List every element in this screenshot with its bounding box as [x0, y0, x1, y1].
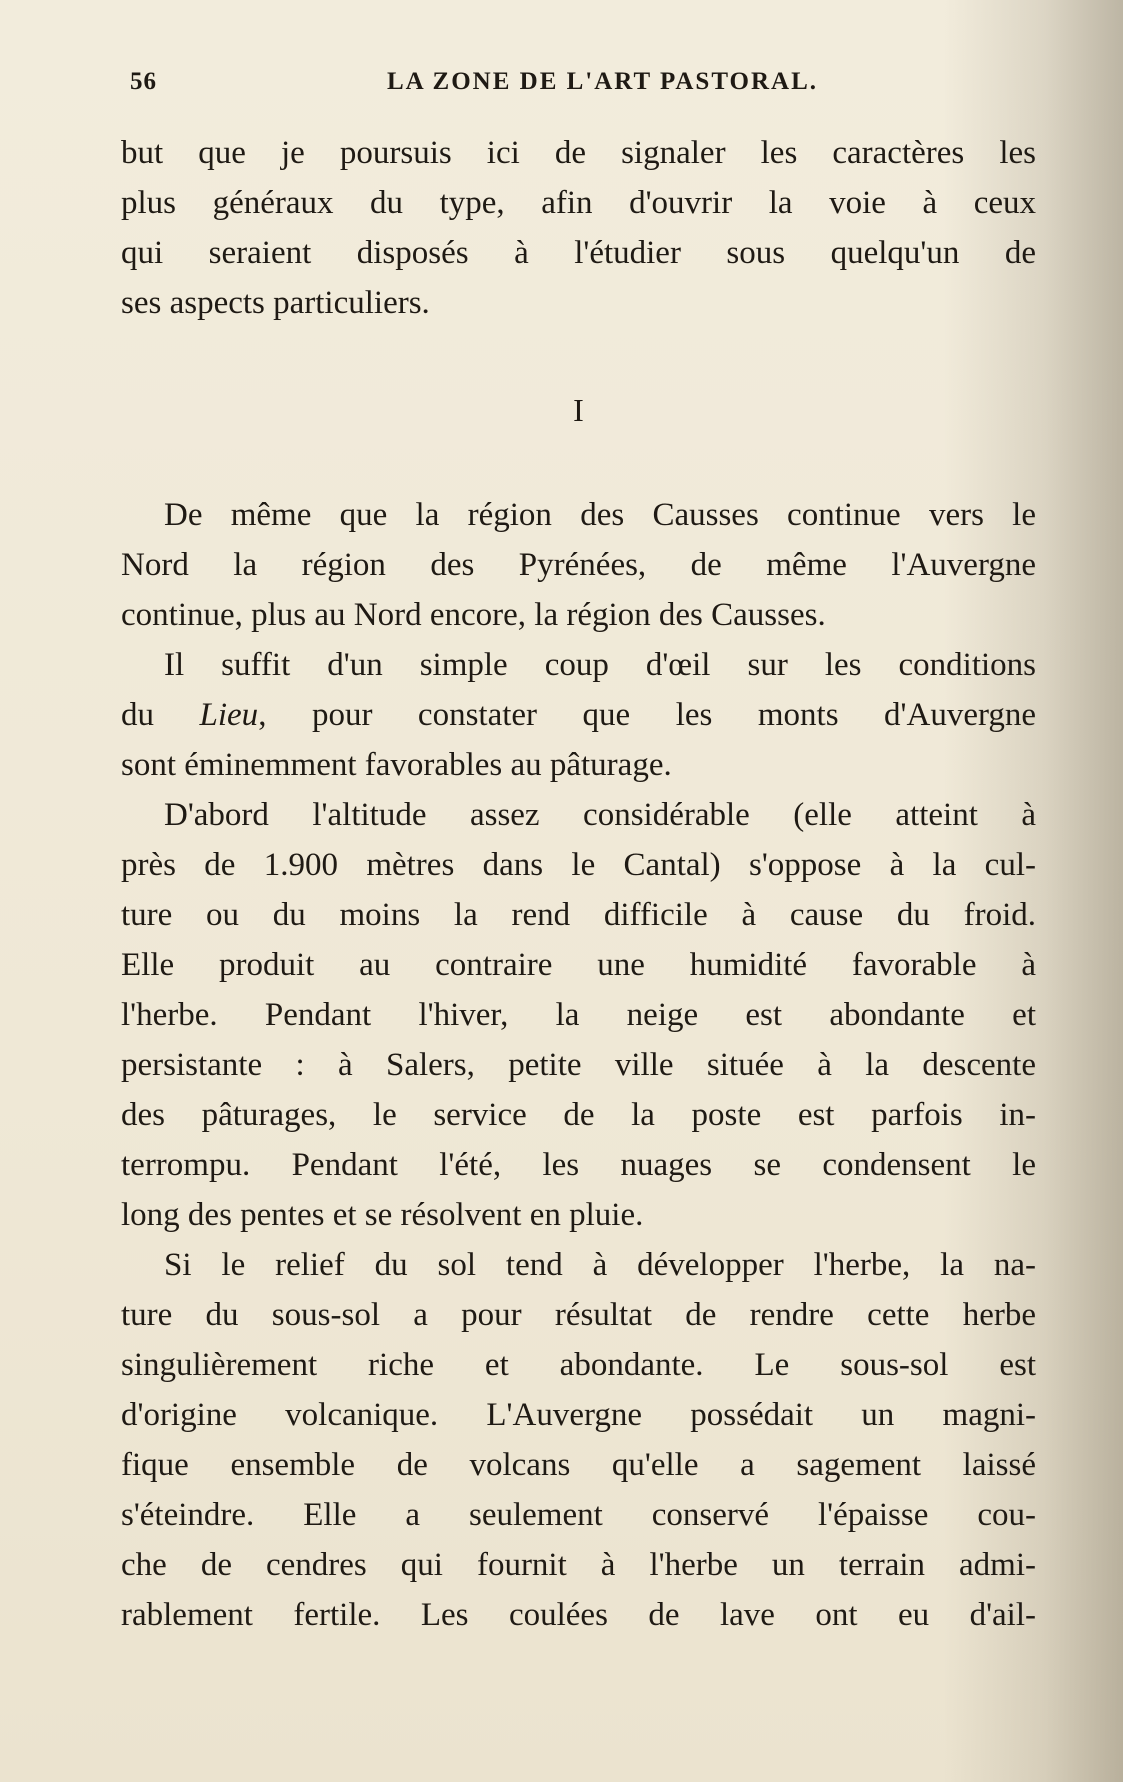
section-number: I: [573, 392, 584, 428]
paragraph: [121, 490, 1036, 640]
text-line: l'herbe. Pendant l'hiver, la neige est abondante et: [121, 997, 1036, 1033]
text-line: continue, plus au Nord encore, la région des Causses.: [121, 597, 826, 633]
paragraph: [121, 640, 1036, 790]
text-line: s'éteindre. Elle a seulement conservé l'épaisse cou-: [121, 1497, 1036, 1533]
text-line: qui seraient disposés à l'étudier sous quelqu'un de: [121, 235, 1036, 271]
text-line: ture du sous-sol a pour résultat de rendre cette herbe: [121, 1297, 1036, 1333]
text-line: Nord la région des Pyrénées, de même l'Auvergne: [121, 547, 1036, 583]
text-line: che de cendres qui fournit à l'herbe un terrain admi-: [121, 1547, 1036, 1583]
text-line: Si le relief du sol tend à développer l'herbe, la na-: [164, 1247, 1036, 1283]
paragraph: [121, 790, 1036, 1240]
running-title: LA ZONE DE L'ART PASTORAL.: [386, 68, 819, 95]
text-line: ture ou du moins la rend difficile à cause du froid.: [121, 897, 1036, 933]
text-line: but que je poursuis ici de signaler les caractères les: [121, 135, 1036, 171]
text-line-with-italic: du Lieu, pour constater que les monts d'Auvergne: [121, 697, 1036, 733]
text-line: Elle produit au contraire une humidité favorable à: [121, 947, 1036, 983]
text-line: De même que la région des Causses continue vers le: [164, 497, 1036, 533]
text-line: des pâturages, le service de la poste est parfois in-: [121, 1097, 1036, 1133]
text-line: d'origine volcanique. L'Auvergne possédait un magni-: [121, 1397, 1036, 1433]
page-number: 56: [130, 68, 157, 95]
text-line: près de 1.900 mètres dans le Cantal) s'oppose à la cul-: [121, 847, 1036, 883]
text-line: terrompu. Pendant l'été, les nuages se condensent le: [121, 1147, 1036, 1183]
text-line: sont éminemment favorables au pâturage.: [121, 747, 672, 783]
text-line: D'abord l'altitude assez considérable (elle atteint à: [164, 797, 1036, 833]
text-line: rablement fertile. Les coulées de lave ont eu d'ail-: [121, 1597, 1036, 1633]
italic-word: Lieu: [199, 697, 259, 733]
text-line: singulièrement riche et abondante. Le sous-sol est: [121, 1347, 1036, 1383]
text-line: plus généraux du type, afin d'ouvrir la voie à ceux: [121, 185, 1036, 221]
intro-paragraph: [121, 128, 1036, 328]
text-line: Il suffit d'un simple coup d'œil sur les conditions: [164, 647, 1036, 683]
text-line: persistante : à Salers, petite ville située à la descente: [121, 1047, 1036, 1083]
text-line: ses aspects particuliers.: [121, 285, 430, 321]
body-text: [121, 128, 1036, 1640]
running-head: [130, 68, 1035, 104]
text-line: long des pentes et se résolvent en pluie.: [121, 1197, 644, 1233]
paragraph: [121, 1240, 1036, 1640]
text-line: fique ensemble de volcans qu'elle a sagement laissé: [121, 1447, 1036, 1483]
